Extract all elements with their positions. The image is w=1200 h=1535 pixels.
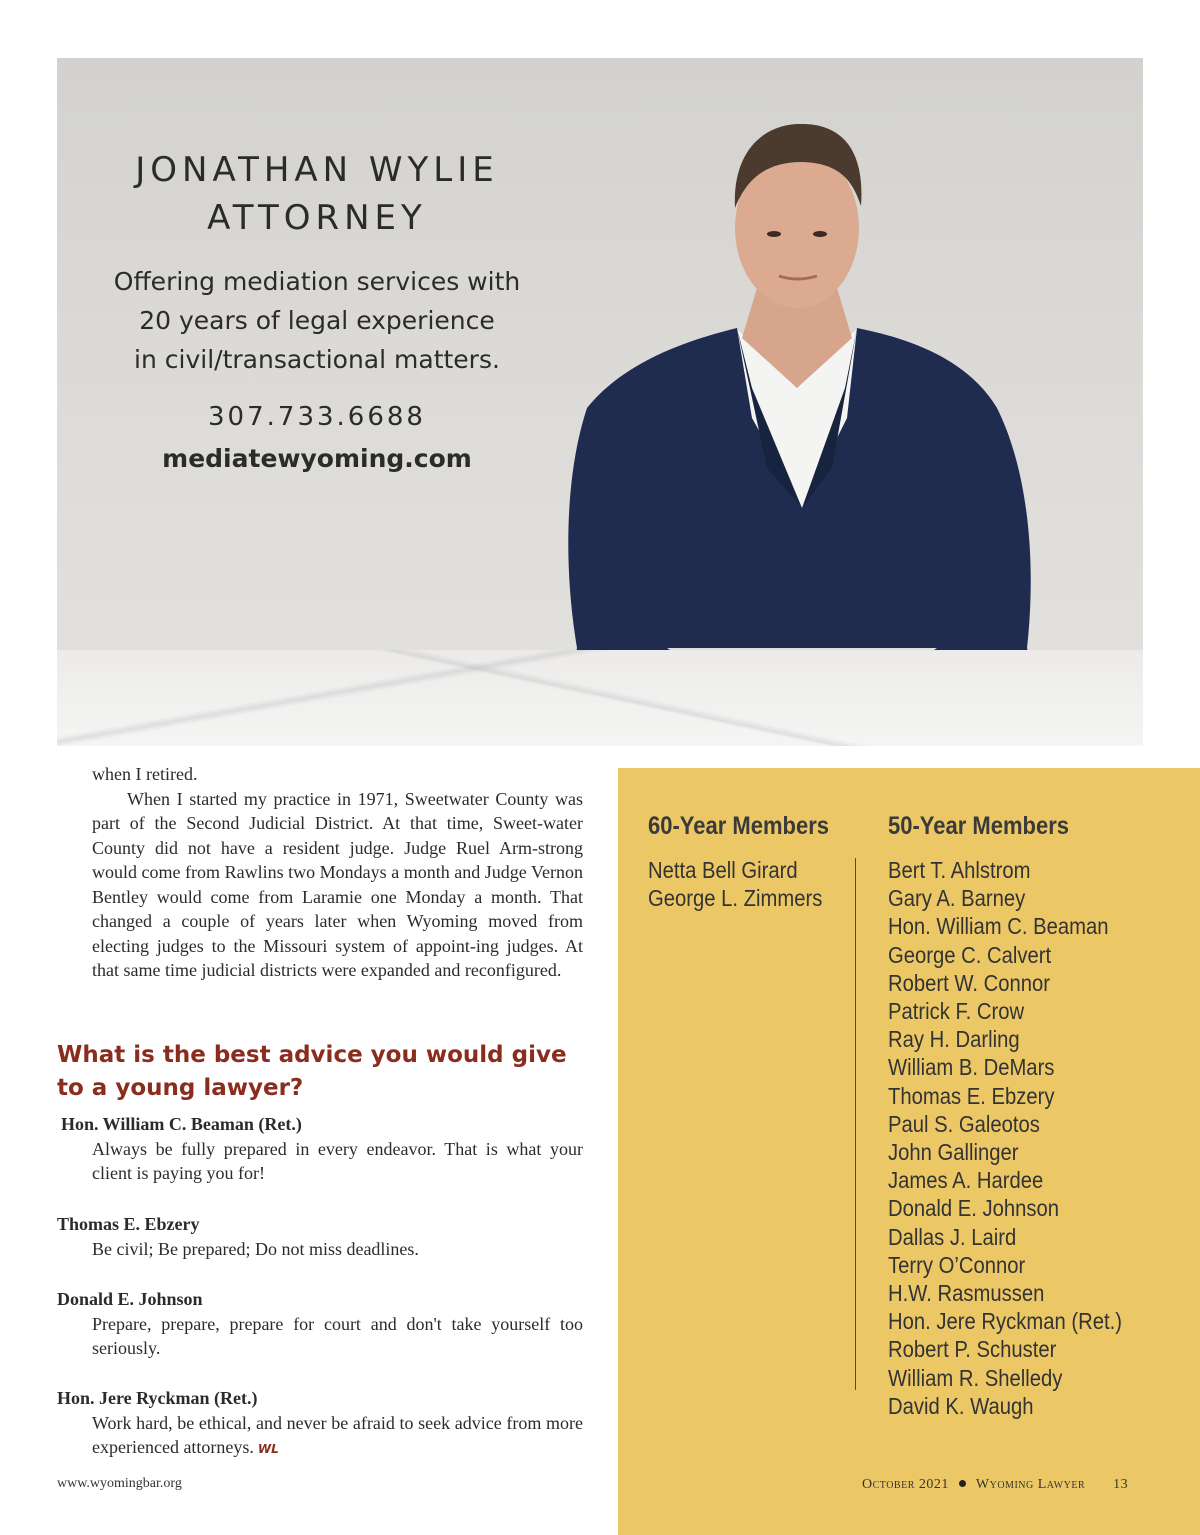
answer-author: Hon. William C. Beaman (Ret.) — [61, 1114, 302, 1134]
article-paragraph: when I retired. — [92, 764, 198, 784]
ad-phone-number[interactable]: 307.733.6688 — [208, 402, 426, 432]
answer-text: Prepare, prepare, prepare for court and don't take yourself too seriously. — [92, 1313, 583, 1358]
fifty-year-list — [888, 856, 1122, 1420]
answer-block — [57, 1287, 583, 1361]
member-name: William R. Shelledy — [888, 1364, 1063, 1391]
fifty-year-heading: 50-Year Members — [888, 812, 1070, 840]
page-number: 13 — [1113, 1477, 1129, 1492]
footer-publication: Wyoming Lawyer — [975, 1477, 1086, 1492]
footer-issue-date: October 2021 — [862, 1477, 949, 1492]
advertisement — [57, 58, 1143, 746]
sixty-year-heading: 60-Year Members — [648, 812, 830, 840]
member-name: Netta Bell Girard — [648, 857, 798, 883]
member-name: Terry O’Connor — [888, 1251, 1026, 1278]
ad-tagline-line: Offering mediation services with — [113, 267, 521, 296]
ad-tagline — [57, 262, 577, 379]
member-name: John Gallinger — [888, 1139, 1019, 1166]
answer-block — [57, 1212, 583, 1261]
member-name: H.W. Rasmussen — [888, 1280, 1045, 1307]
marble-tabletop — [57, 650, 1143, 746]
member-name: Dallas J. Laird — [888, 1223, 1017, 1250]
column-divider — [855, 858, 856, 1390]
ad-attorney-role: ATTORNEY — [207, 198, 427, 238]
answer-text: Work hard, be ethical, and never be afraid to seek advice from more experienced attorneys. — [92, 1412, 583, 1457]
member-name: Ray H. Darling — [888, 1026, 1020, 1053]
footer-issue-info — [862, 1477, 1128, 1493]
member-name: William B. DeMars — [888, 1054, 1055, 1081]
answer-text: Always be fully prepared in every endeavor. That is what your client is paying you for! — [92, 1138, 583, 1183]
member-name: Robert W. Connor — [888, 969, 1051, 996]
answer-author: Donald E. Johnson — [57, 1289, 203, 1309]
member-name: Hon. Jere Ryckman (Ret.) — [888, 1308, 1122, 1335]
member-name: George C. Calvert — [888, 941, 1052, 968]
sixty-year-list — [648, 856, 822, 912]
member-name: Paul S. Galeotos — [888, 1110, 1040, 1137]
member-name: Thomas E. Ebzery — [888, 1082, 1055, 1109]
answer-text-wrap — [57, 1411, 583, 1462]
article-continuation — [57, 762, 583, 983]
member-name: Hon. William C. Beaman — [888, 913, 1109, 940]
answer-text: Be civil; Be prepared; Do not miss deadlines. — [92, 1238, 419, 1259]
answer-author: Thomas E. Ebzery — [57, 1214, 200, 1234]
ad-tagline-line: in civil/transactional matters. — [134, 345, 500, 374]
member-name: George L. Zimmers — [648, 885, 823, 912]
member-name: David K. Waugh — [888, 1392, 1034, 1419]
bullet-icon — [959, 1480, 966, 1487]
ad-attorney-name: JONATHAN WYLIE — [135, 150, 499, 190]
end-mark-logo: WL — [257, 1442, 279, 1456]
footer-website[interactable]: www.wyomingbar.org — [57, 1476, 182, 1491]
member-name: Robert P. Schuster — [888, 1336, 1057, 1363]
member-name: Gary A. Barney — [888, 885, 1026, 912]
section-heading: What is the best advice you would give to a young lawyer? — [57, 1042, 567, 1101]
member-name: Bert T. Ahlstrom — [888, 857, 1031, 883]
member-name: James A. Hardee — [888, 1167, 1044, 1194]
answer-author: Hon. Jere Ryckman (Ret.) — [57, 1388, 258, 1408]
answer-block — [57, 1112, 583, 1186]
ad-website-link[interactable]: mediatewyoming.com — [162, 444, 472, 473]
article-paragraph: When I started my practice in 1971, Sweetwater County was part of the Second Judicial District. At that time, Sweet-water County did not have a resident judge. Judge Ruel Arm-strong would come from Rawlins two Mondays a month and Judge Vernon Bentley would come from Laramie one Monday a month. That changed a couple of years later when Wyoming moved from electing judges to the Missouri system of appoint-ing judges. At that same time judicial districts were expanded and reconfigured. — [92, 788, 583, 980]
ad-tagline-line: 20 years of legal experience — [139, 306, 495, 335]
member-name: Donald E. Johnson — [888, 1195, 1060, 1222]
member-name: Patrick F. Crow — [888, 998, 1025, 1025]
answer-block — [57, 1386, 583, 1462]
